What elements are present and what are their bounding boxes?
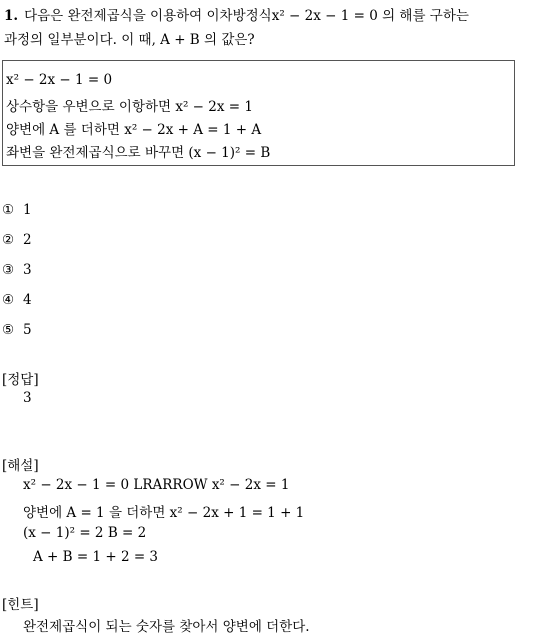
hint-text: 완전제곱식이 되는 숫자를 찾아서 양변에 더한다. bbox=[23, 619, 310, 635]
solution-line: x² − 2x − 1 = 0 LRARROW x² − 2x = 1 bbox=[23, 477, 290, 493]
choice-value: 4 bbox=[23, 292, 32, 308]
solution-line: (x − 1)² = 2 B = 2 bbox=[23, 525, 147, 541]
process-line: 좌변을 완전제곱식으로 바꾸면 (x − 1)² = B bbox=[6, 145, 271, 161]
choice-mark: ③ bbox=[2, 262, 15, 278]
choice-value: 3 bbox=[23, 262, 32, 278]
question-line-1-text: 다음은 완전제곱식을 이용하여 이차방정식x² − 2x − 1 = 0 의 해를 구하는 bbox=[24, 8, 469, 24]
choice-4[interactable] bbox=[2, 292, 32, 308]
hint-title: [힌트] bbox=[2, 597, 39, 613]
process-line: 양변에 A 를 더하면 x² − 2x + A = 1 + A bbox=[6, 122, 262, 138]
choice-mark: ④ bbox=[2, 292, 15, 308]
process-box bbox=[2, 60, 515, 166]
answer-title: [정답] bbox=[2, 372, 39, 388]
choice-value: 5 bbox=[23, 322, 32, 338]
solution-line: A + B = 1 + 2 = 3 bbox=[33, 549, 159, 565]
choice-mark: ⑤ bbox=[2, 322, 15, 338]
solution-line: 양변에 A = 1 을 더하면 x² − 2x + 1 = 1 + 1 bbox=[23, 505, 305, 521]
choice-mark: ① bbox=[2, 202, 15, 218]
solution-title: [해설] bbox=[2, 458, 39, 474]
choice-1[interactable] bbox=[2, 202, 32, 218]
process-line: x² − 2x − 1 = 0 bbox=[6, 72, 113, 88]
question-line-1 bbox=[4, 4, 469, 24]
answer-value: 3 bbox=[23, 390, 32, 406]
question-line-2: 과정의 일부분이다. 이 때, A + B 의 값은? bbox=[4, 32, 255, 48]
question-number: 1. bbox=[4, 8, 19, 24]
choice-value: 2 bbox=[23, 232, 32, 248]
choice-value: 1 bbox=[23, 202, 32, 218]
process-line: 상수항을 우변으로 이항하면 x² − 2x = 1 bbox=[6, 99, 253, 115]
choice-2[interactable] bbox=[2, 232, 32, 248]
choice-5[interactable] bbox=[2, 322, 32, 338]
choice-3[interactable] bbox=[2, 262, 32, 278]
choice-mark: ② bbox=[2, 232, 15, 248]
